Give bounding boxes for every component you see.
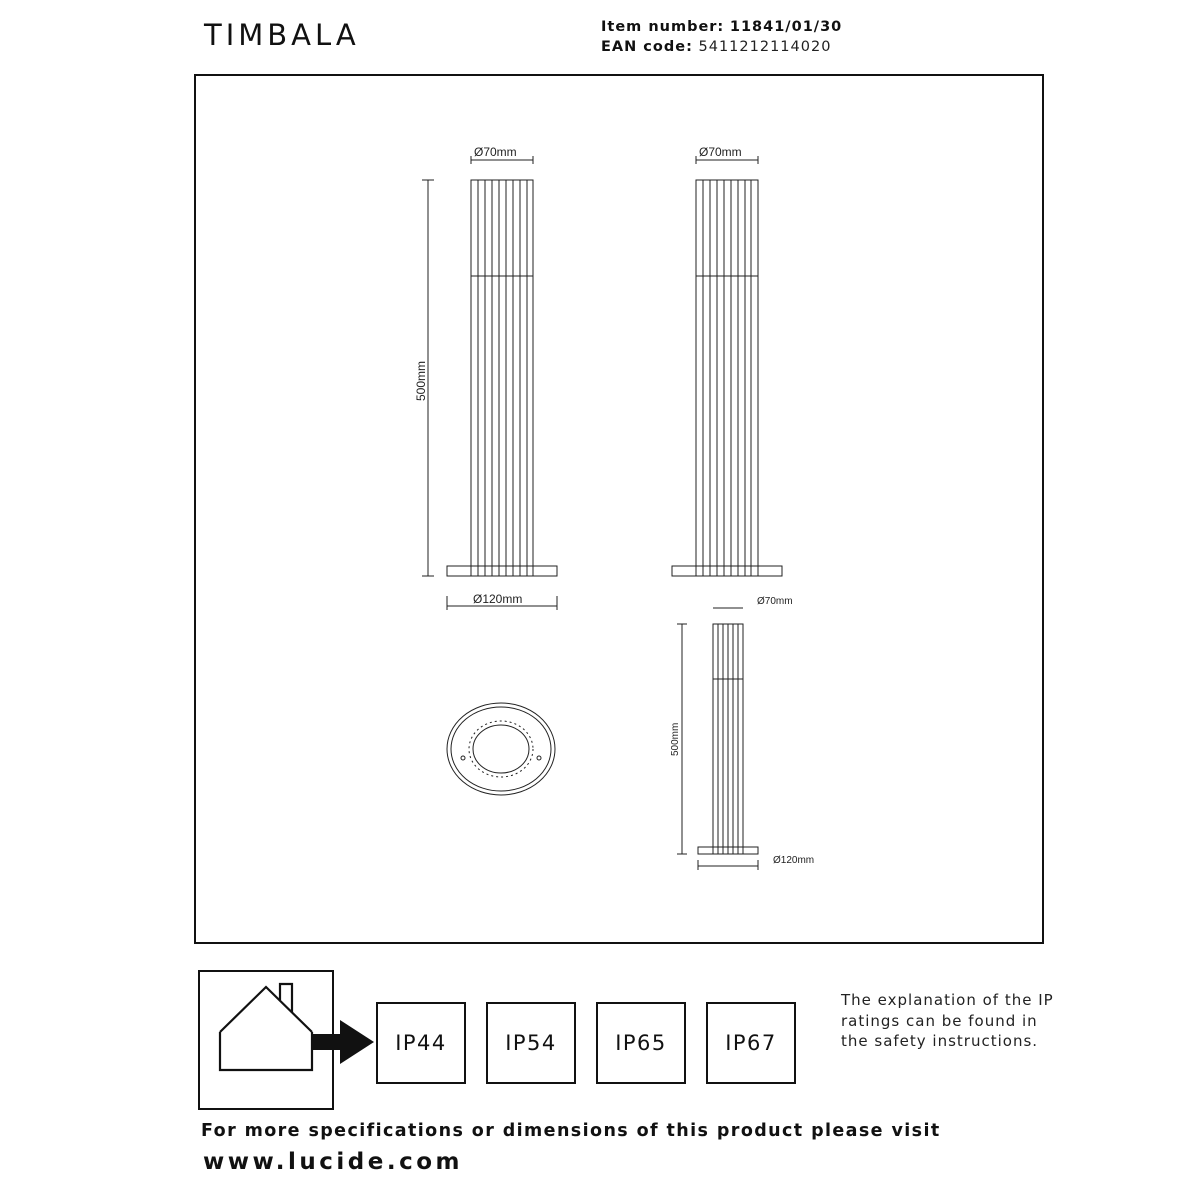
dim-base-diameter-main: Ø120mm <box>473 592 523 606</box>
item-number-value: 11841/01/30 <box>729 19 843 35</box>
ip-rating-ip54: IP54 <box>486 1002 576 1084</box>
technical-drawing <box>196 76 1042 942</box>
base-plate-top-view <box>447 703 555 795</box>
website-link[interactable]: www.lucide.com <box>203 1149 463 1175</box>
bollard-side-view-right <box>672 180 782 576</box>
ip-rating-ip67: IP67 <box>706 1002 796 1084</box>
dim-small-base-diameter: Ø120mm <box>773 855 815 866</box>
arrow-right-icon <box>312 1016 374 1068</box>
dim-top-diameter-right: Ø70mm <box>699 145 742 159</box>
dim-small-height: 500mm <box>670 722 681 756</box>
ean-label: EAN code: <box>601 39 693 55</box>
product-meta <box>601 17 842 57</box>
dim-small-top-diameter: Ø70mm <box>757 596 793 607</box>
footer-info-text: For more specifications or dimensions of this product please visit <box>201 1121 941 1141</box>
dim-height-main: 500mm <box>414 360 428 401</box>
bollard-front-view-left <box>447 180 557 576</box>
ean-value: 5411212114020 <box>698 39 832 55</box>
ip-rating-ip65: IP65 <box>596 1002 686 1084</box>
product-title: TIMBALA <box>204 18 360 52</box>
dim-top-diameter-left: Ø70mm <box>474 145 517 159</box>
item-number-row <box>601 17 842 37</box>
ip-explanation-note: The explanation of the IP ratings can be found in the safety instructions. <box>841 991 1054 1050</box>
ean-row <box>601 37 842 57</box>
bollard-small-view <box>698 624 758 854</box>
technical-drawing-frame <box>194 74 1044 944</box>
item-number-label: Item number: <box>601 19 725 35</box>
ip-rating-ip44: IP44 <box>376 1002 466 1084</box>
